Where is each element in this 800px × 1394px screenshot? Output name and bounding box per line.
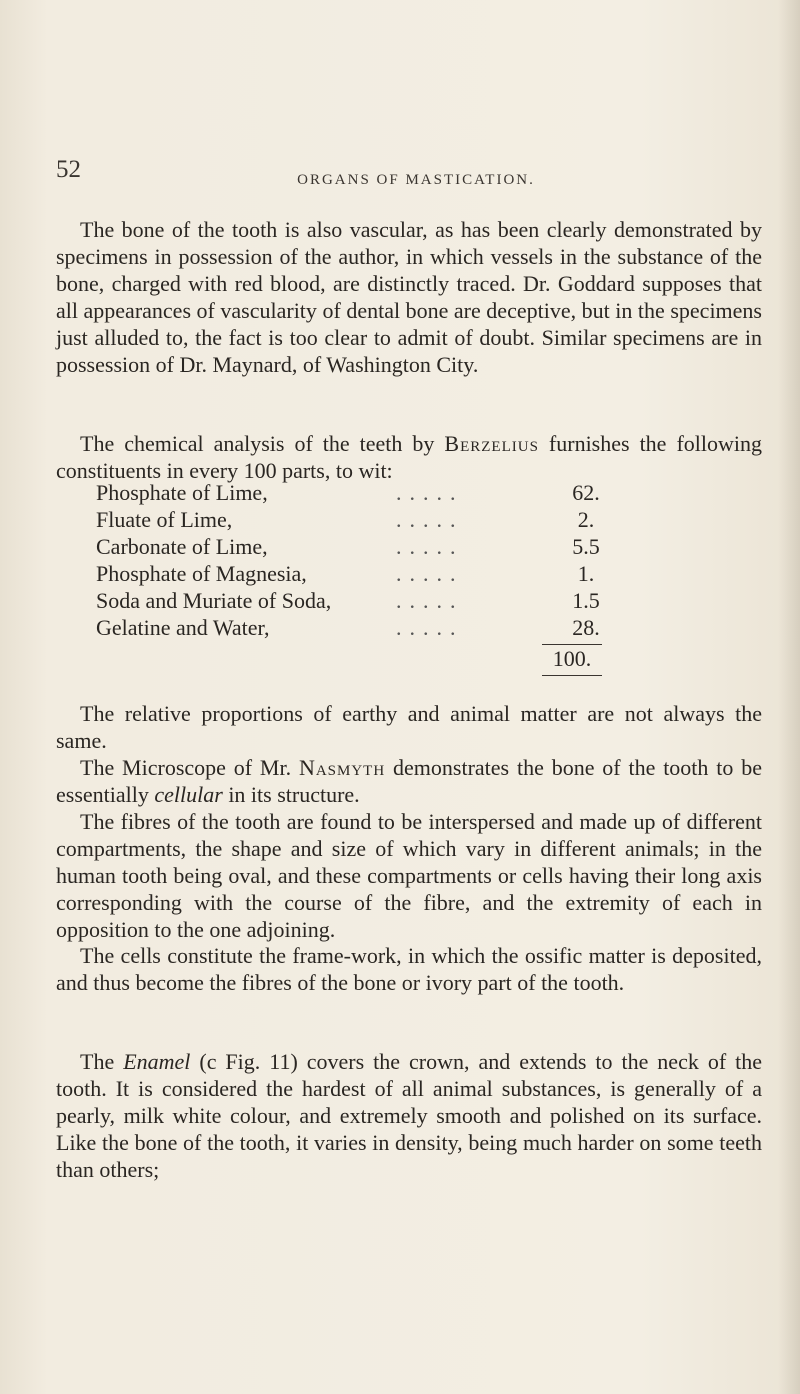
constituent-value: 2. — [577, 507, 595, 532]
constituent-row — [96, 507, 696, 534]
constituents-total: 100. — [552, 646, 592, 671]
constituent-name: Soda and Muriate of Soda, — [96, 588, 332, 613]
paragraph-text: The chemical analysis of the teeth by — [80, 431, 445, 456]
paragraph-text: in its structure. — [222, 782, 360, 807]
constituent-value: 62. — [572, 480, 600, 505]
constituent-value: 1. — [577, 561, 595, 586]
author-name-nasmyth: Nasmyth — [298, 755, 386, 780]
paragraph-enamel — [56, 1048, 762, 1183]
paragraph-chemical-analysis — [56, 430, 762, 484]
leader-dots: ..... — [396, 561, 464, 586]
emphasis-enamel: Enamel — [123, 1049, 191, 1074]
paragraph-text: (c Fig. 11) covers the crown, and extends to the neck of the tooth. It is considered the hardest of all animal substances, is generally of a pearly, milk white colour, and extremely smooth and polished on its surface. Like the bone of the tooth, it varies in density, being much harder on some teeth than others; — [56, 1049, 762, 1182]
leader-dots: ..... — [396, 480, 464, 505]
constituent-name: Phosphate of Magnesia, — [96, 561, 307, 586]
constituent-row — [96, 561, 696, 588]
constituent-row — [96, 480, 696, 507]
constituents-table — [96, 480, 696, 642]
constituent-name: Carbonate of Lime, — [96, 534, 268, 559]
constituent-row — [96, 588, 696, 615]
constituent-value: 1.5 — [572, 588, 600, 613]
constituent-name: Gelatine and Water, — [96, 615, 270, 640]
emphasis-cellular: cellular — [154, 782, 223, 807]
running-head: ORGANS OF MASTICATION. — [297, 172, 535, 188]
paragraph-fibres: The fibres of the tooth are found to be interspersed and made up of different compartments, the shape and size of which vary in different animals; in the human tooth being oval, and these compartments or cells having their long axis corresponding with the course of the fibre, and the extremity of each in opposition to the one adjoining. — [56, 809, 762, 942]
total-rule-top — [542, 644, 602, 645]
constituent-row — [96, 615, 696, 642]
paragraph-microscope — [56, 754, 762, 808]
page-header — [56, 156, 756, 194]
total-rule-bottom — [542, 675, 602, 676]
page-number: 52 — [56, 156, 81, 183]
paragraph-text: furnishes the following constituents in every 100 parts, to wit: — [56, 431, 762, 483]
constituent-name: Fluate of Lime, — [96, 507, 233, 532]
constituent-value: 5.5 — [572, 534, 600, 559]
paragraph-text: The Microscope of Mr. — [80, 755, 299, 780]
paragraph-proportions: The relative proportions of earthy and animal matter are not always the same. — [56, 701, 762, 753]
paragraph-cells: The cells constitute the frame-work, in which the ossific matter is deposited, and thus become the fibres of the bone or ivory part of the tooth. — [56, 943, 762, 995]
page-edge-shadow — [778, 0, 800, 1394]
paragraph-text: demonstrates the bone of the tooth to be essentially — [56, 755, 762, 807]
leader-dots: ..... — [396, 507, 464, 532]
leader-dots: ..... — [396, 615, 464, 640]
constituent-value: 28. — [572, 615, 600, 640]
paragraph-vascular-bone: The bone of the tooth is also vascular, as has been clearly demonstrated by specimens in possession of the author, in which vessels in the substance of the bone, charged with red blood, are distinctly traced. Dr. Goddard supposes that all appearances of vascularity of dental bone are deceptive, but in the specimens just alluded to, the fact is too clear to admit of doubt. Similar specimens are in possession of Dr. Maynard, of Washington City. — [56, 217, 762, 377]
constituent-name: Phosphate of Lime, — [96, 480, 268, 505]
leader-dots: ..... — [396, 588, 464, 613]
leader-dots: ..... — [396, 534, 464, 559]
constituent-row — [96, 534, 696, 561]
author-name-berzelius: Berzelius — [444, 431, 539, 456]
paragraph-text: The — [80, 1049, 124, 1074]
